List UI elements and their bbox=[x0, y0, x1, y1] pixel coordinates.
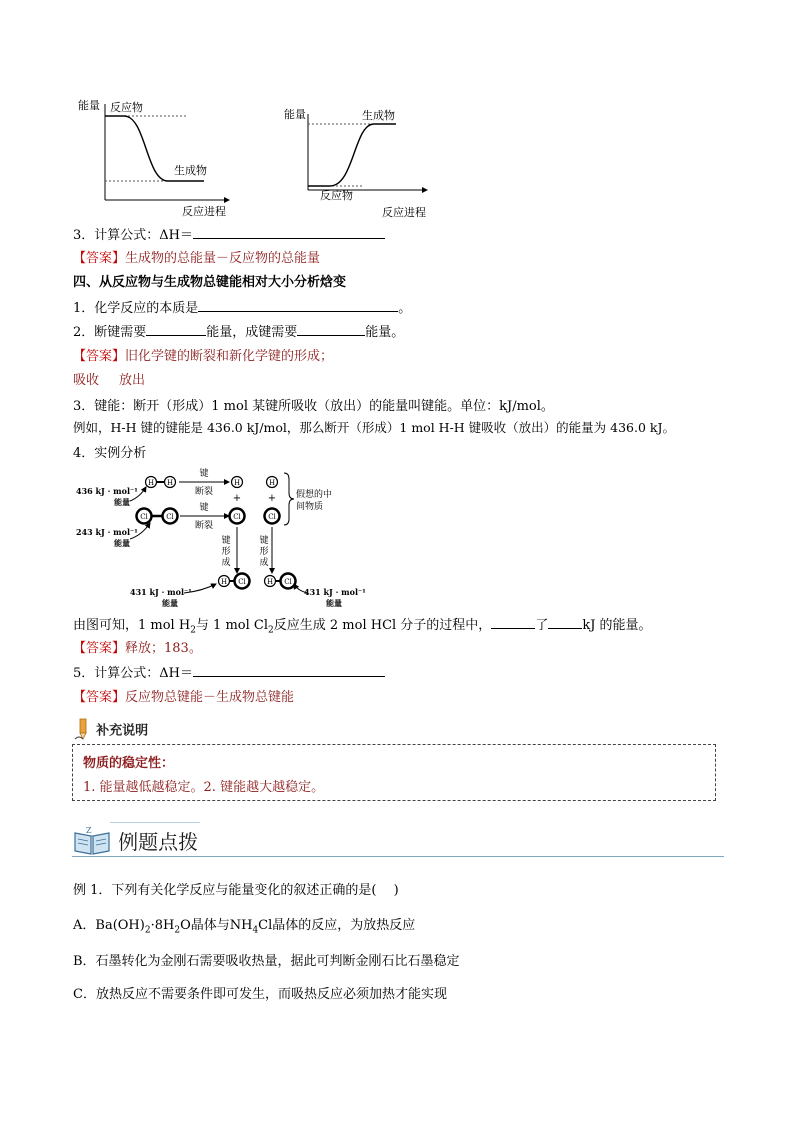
svg-text:+: + bbox=[232, 493, 242, 504]
svg-text:断裂: 断裂 bbox=[194, 487, 214, 497]
hcl-molecules bbox=[219, 574, 296, 589]
svg-text:键: 键 bbox=[221, 536, 231, 546]
endo-ylabel: 能量 bbox=[284, 108, 306, 121]
exo-xlabel: 反应进程 bbox=[182, 205, 226, 218]
q2-line bbox=[73, 321, 404, 340]
answer-tag: 【答案】 bbox=[73, 641, 126, 656]
note-title: 补充说明 bbox=[96, 723, 149, 739]
note-header bbox=[74, 718, 148, 740]
svg-text:Cl: Cl bbox=[284, 578, 292, 586]
answer-text: 反应物总键能－生成物总键能 bbox=[125, 690, 295, 705]
svg-text:形: 形 bbox=[221, 547, 231, 557]
svg-text:Cl: Cl bbox=[166, 513, 174, 521]
answer-text: 释放；183。 bbox=[125, 641, 202, 656]
answer-text: 生成物的总能量－反应物的总能量 bbox=[125, 251, 321, 266]
short-rule bbox=[110, 822, 200, 823]
example-question: 例 1．下列有关化学反应与能量变化的叙述正确的是( ) bbox=[73, 883, 399, 898]
calc-formula-blank[interactable] bbox=[193, 225, 385, 239]
q4-title: 4．实例分析 bbox=[73, 446, 147, 461]
svg-text:H: H bbox=[220, 578, 228, 586]
endo-product-label: 生成物 bbox=[362, 109, 395, 122]
svg-text:键: 键 bbox=[259, 536, 269, 546]
svg-text:Cl: Cl bbox=[140, 513, 148, 521]
energy-label-2: 243 kJ · mol⁻¹ bbox=[76, 527, 138, 537]
svg-text:能量: 能量 bbox=[326, 598, 342, 608]
exo-x-arrow bbox=[224, 197, 230, 203]
example-section-rule bbox=[72, 856, 724, 857]
free-atoms bbox=[230, 477, 280, 524]
answer-tag: 【答案】 bbox=[73, 690, 126, 705]
endo-x-arrow bbox=[422, 187, 428, 193]
intermediate-brace bbox=[284, 473, 294, 525]
q4-question-line: 由图可知，1 mol $H_2$与 1 mol $Cl_2$反应生成 2 mol HCl 分子的过程中， 了 kJ 的能量。 bbox=[73, 614, 652, 636]
answer-line-3 bbox=[73, 369, 145, 388]
exothermic-energy-chart bbox=[74, 96, 244, 221]
bond-energy-diagram bbox=[74, 465, 374, 613]
note-box bbox=[72, 744, 716, 801]
q2-blank-1[interactable] bbox=[146, 322, 206, 336]
example-section-title: 例题点拨 bbox=[118, 829, 199, 854]
q1-post: 。 bbox=[398, 301, 412, 316]
q4-blank-2[interactable] bbox=[548, 615, 582, 629]
answer-release: 放出 bbox=[119, 373, 146, 388]
answer-line-5 bbox=[73, 686, 294, 705]
q2-blank-2[interactable] bbox=[297, 322, 365, 336]
q4-text-c: 反应生成 2 mol HCl 分子的过程中， bbox=[273, 618, 492, 633]
svg-text:+: + bbox=[267, 493, 277, 504]
option-a: A．$Ba(OH)_2\cdot 8H_2O$晶体与$NH_4Cl$晶体的反应，为放热反应 bbox=[73, 918, 416, 936]
svg-text:成: 成 bbox=[221, 558, 231, 568]
option-b: B．石墨转化为金刚石需要吸收热量，据此可判断金刚石比石墨稳定 bbox=[73, 954, 460, 969]
pencil-icon bbox=[74, 718, 92, 740]
note-box-title: 物质的稳定性： bbox=[83, 756, 175, 771]
q4-text-b: 与 1 mol Cl bbox=[195, 618, 269, 633]
energy-label-3: 431 kJ · mol⁻¹ bbox=[130, 587, 192, 597]
calc-formula-label: 3．计算公式：ΔH＝ bbox=[73, 228, 193, 243]
svg-text:间物质: 间物质 bbox=[296, 502, 324, 512]
answer-line-4 bbox=[73, 637, 202, 656]
svg-text:能量: 能量 bbox=[114, 538, 130, 548]
endo-xlabel: 反应进程 bbox=[382, 206, 426, 219]
cl2-molecule bbox=[137, 509, 178, 524]
svg-text:能量: 能量 bbox=[162, 598, 178, 608]
answer-tag: 【答案】 bbox=[73, 349, 126, 364]
example-section-header bbox=[72, 824, 198, 856]
exo-product-label: 生成物 bbox=[174, 164, 207, 177]
option-c: C．放热反应不需要条件即可发生，而吸热反应必须加热才能实现 bbox=[73, 987, 447, 1002]
q3-line-1: 3．键能：断开（形成）1 mol 某键所吸收（放出）的能量叫键能。单位：kJ/mol。 bbox=[73, 399, 554, 414]
svg-text:形: 形 bbox=[259, 547, 269, 557]
svg-text:成: 成 bbox=[259, 558, 269, 568]
q2-text-b: 能量，成键需要 bbox=[206, 325, 298, 340]
q3-line-2: 例如，H-H 键的键能是 436.0 kJ/mol，那么断开（形成）1 mol H-H 键吸收（放出）的能量为 436.0 kJ。 bbox=[73, 420, 675, 435]
q2-text-c: 能量。 bbox=[365, 325, 405, 340]
q4-text-e: kJ 的能量。 bbox=[582, 618, 652, 633]
exo-reactant-label: 反应物 bbox=[110, 101, 143, 114]
endo-energy-curve bbox=[308, 124, 396, 186]
exo-ylabel: 能量 bbox=[78, 99, 100, 112]
answer-line-2 bbox=[73, 345, 333, 364]
answer-text: 旧化学键的断裂和新化学键的形成； bbox=[125, 349, 334, 364]
svg-text:能量: 能量 bbox=[114, 497, 130, 507]
svg-text:断裂: 断裂 bbox=[194, 521, 214, 531]
answer-line-1 bbox=[73, 247, 320, 266]
svg-text:H: H bbox=[233, 479, 241, 487]
svg-text:H: H bbox=[166, 479, 174, 487]
q4-text-d: 了 bbox=[535, 618, 549, 633]
svg-text:Cl: Cl bbox=[268, 513, 276, 521]
q2-text-a: 2．断键需要 bbox=[73, 325, 147, 340]
energy-label-1: 436 kJ · mol⁻¹ bbox=[76, 486, 138, 496]
endo-reactant-label: 反应物 bbox=[320, 189, 353, 202]
svg-text:Z: Z bbox=[86, 826, 92, 835]
calc-formula-line bbox=[73, 224, 385, 243]
answer-tag: 【答案】 bbox=[73, 251, 126, 266]
h2-molecule bbox=[146, 477, 176, 488]
svg-text:H: H bbox=[268, 479, 276, 487]
q5-label: 5．计算公式：ΔH＝ bbox=[73, 666, 193, 681]
q1-text: 1．化学反应的本质是 bbox=[73, 301, 199, 316]
q4-text-a: 由图可知，1 mol H bbox=[73, 618, 191, 633]
note-box-text: 1. 能量越低越稳定。2. 键能越大越稳定。 bbox=[83, 780, 325, 795]
svg-text:Cl: Cl bbox=[238, 578, 246, 586]
endothermic-energy-chart bbox=[282, 104, 442, 222]
q5-blank[interactable] bbox=[193, 663, 385, 677]
svg-text:H: H bbox=[147, 479, 155, 487]
answer-absorb: 吸收 bbox=[73, 373, 100, 388]
svg-text:H: H bbox=[266, 578, 274, 586]
q4-blank-1[interactable] bbox=[491, 615, 535, 629]
svg-text:Cl: Cl bbox=[233, 513, 241, 521]
open-book-icon bbox=[72, 824, 112, 856]
svg-text:假想的中: 假想的中 bbox=[296, 490, 333, 500]
energy-label-4: 431 kJ · mol⁻¹ bbox=[304, 587, 366, 597]
svg-text:键: 键 bbox=[199, 503, 209, 513]
svg-text:键: 键 bbox=[199, 469, 209, 479]
q1-blank[interactable] bbox=[198, 298, 398, 312]
section-heading-4: 四、从反应物与生成物总键能相对大小分析焓变 bbox=[73, 275, 347, 290]
q5-line bbox=[73, 662, 385, 681]
q1-line bbox=[73, 297, 411, 316]
